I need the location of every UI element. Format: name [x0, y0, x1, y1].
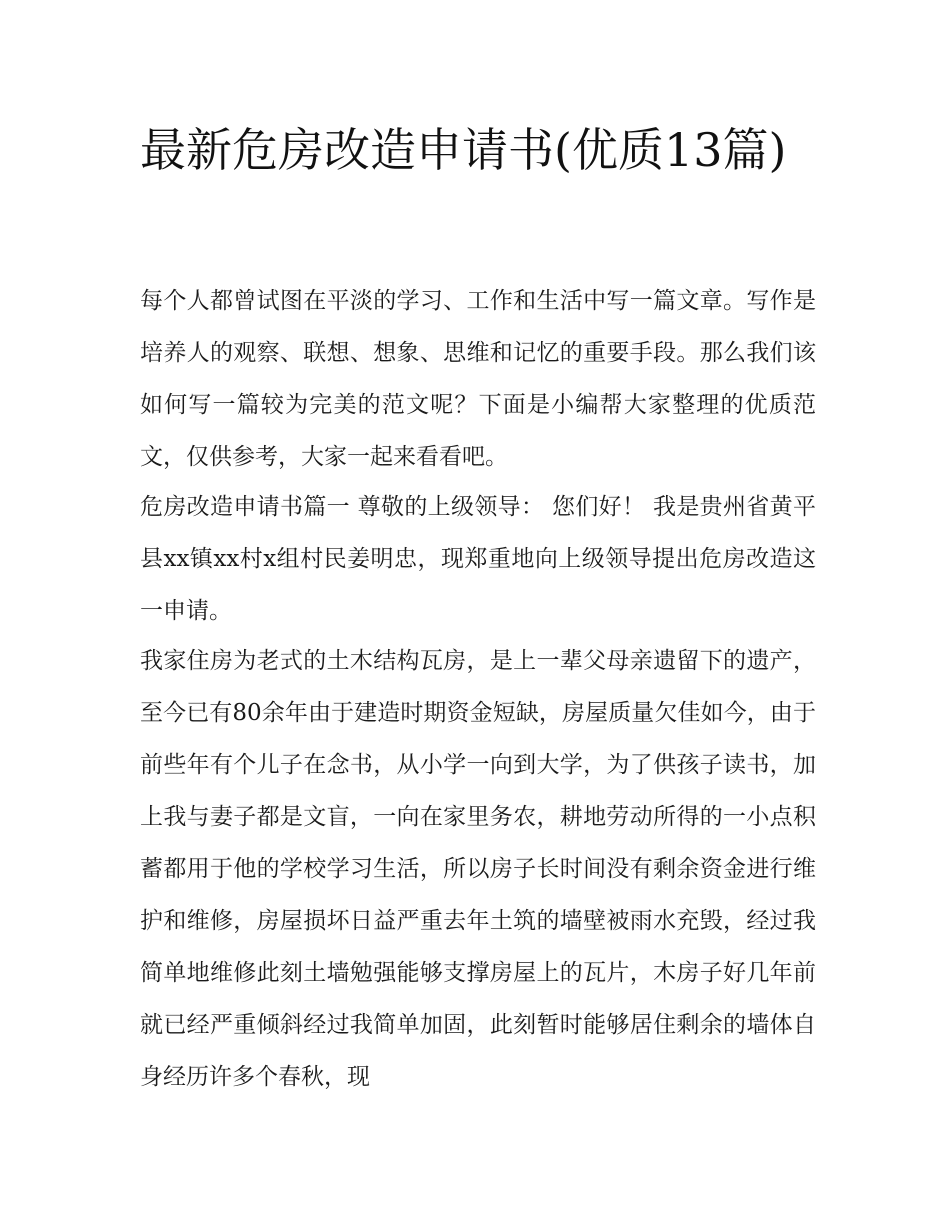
house-condition-paragraph — [140, 635, 816, 1103]
paragraph-text: 危房改造申请书篇一 尊敬的上级领导： 您们好！ 我是贵州省黄平县xx镇xx村x组村民姜明忠，现郑重地向上级领导提出危房改造这一申请。 — [140, 494, 816, 624]
intro-paragraph — [140, 275, 816, 483]
paragraph-text: 每个人都曾试图在平淡的学习、工作和生活中写一篇文章。写作是培养人的观察、联想、想象、思维和记忆的重要手段。那么我们该如何写一篇较为完美的范文呢？下面是小编帮大家整理的优质范文，仅供参考，大家一起来看看吧。 — [140, 288, 816, 470]
document-title: 最新危房改造申请书(优质13篇) — [140, 123, 787, 177]
paragraph-text: 我家住房为老式的土木结构瓦房，是上一辈父母亲遗留下的遗产，至今已有80余年由于建造时期资金短缺，房屋质量欠佳如今，由于前些年有个儿子在念书，从小学一向到大学，为了供孩子读书，加上我与妻子都是文盲，一向在家里务农，耕地劳动所得的一小点积蓄都用于他的学校学习生活，所以房子长时间没有剩余资金进行维护和维修，房屋损坏日益严重去年土筑的墙壁被雨水充毁，经过我简单地维修此刻土墙勉强能够支撑房屋上的瓦片，木房子好几年前就已经严重倾斜经过我简单加固，此刻暂时能够居住剩余的墙体自身经历许多个春秋，现 — [140, 648, 816, 1090]
application-opening-paragraph — [140, 481, 816, 637]
